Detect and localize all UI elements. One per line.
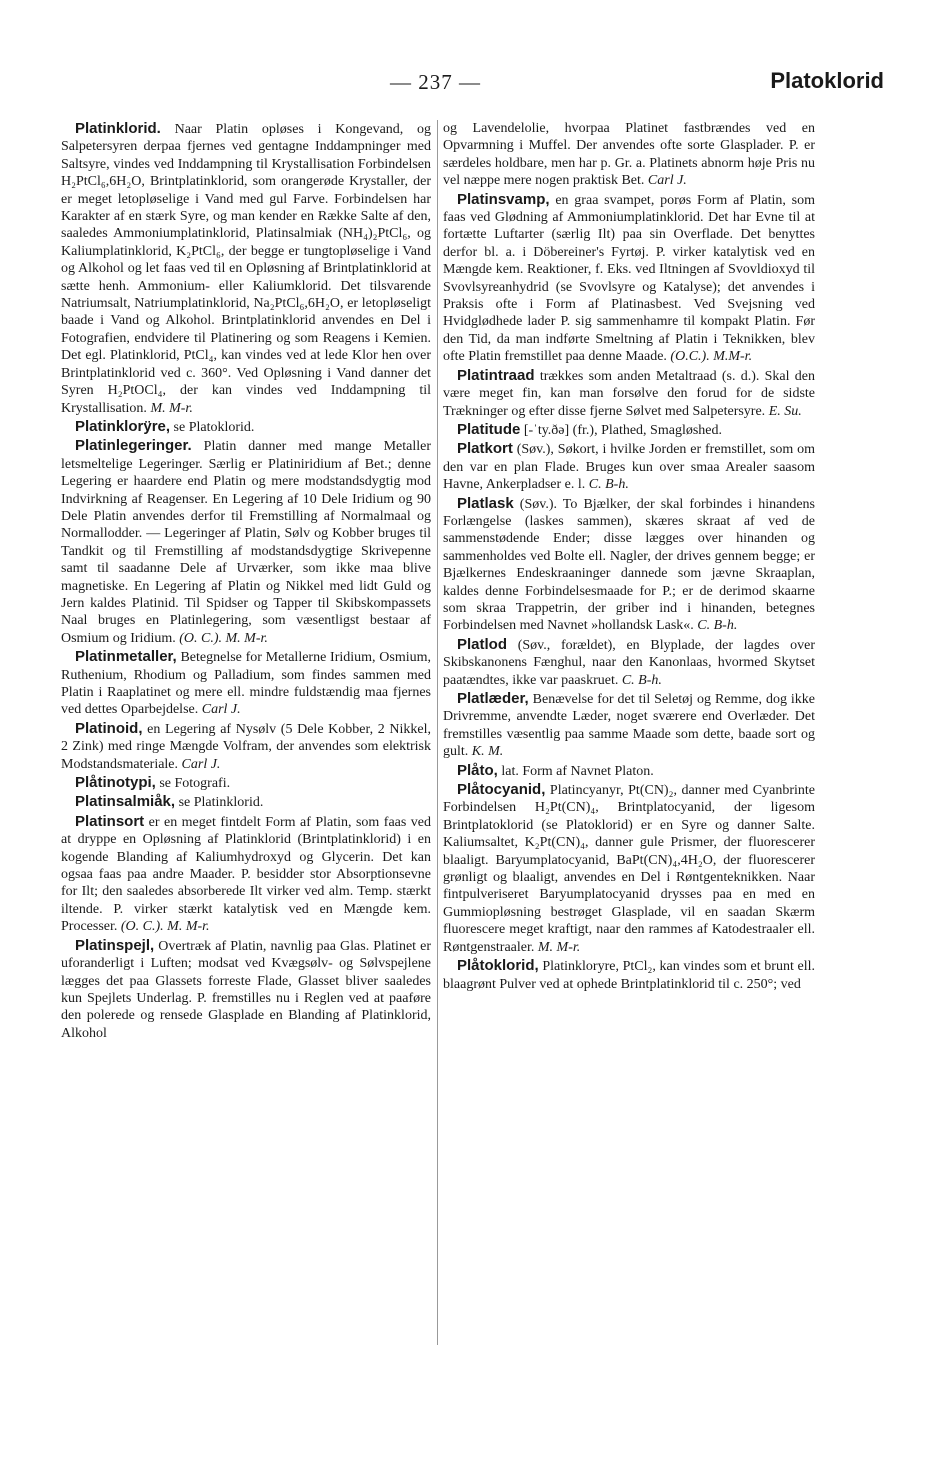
entry-text: Benævelse for det til Seletøj og Remme, dog ikke Drivremme, anvendte Læder, noget sværere end Overlæder. Det fremstilles væsentlig paa samme Maade som dette, baade sort og gult.: [443, 692, 815, 760]
author-signature: C. B-h.: [697, 618, 738, 634]
entry-text: Overtræk af Platin, navnlig paa Glas. Platinet er uforanderligt i Luften; modsat ved Kvægsølv- og Sølvspejlene lægges det paa Glassets forreste Flade, Glasset bliver saaledes kun Spejlets Underlag. P. fremstilles nu i Reglen ved at paaføre den polerede og rensede Glasplade en Blanding af Platinklorid, Alkohol: [61, 938, 431, 1041]
entry-text: Platinkloryre, PtCl₂, kan vindes som et brunt ell. blaagrønt Pulver ved at ophede Brintplatinklorid til c. 250°; ved: [443, 959, 815, 992]
author-signature: M. M-r.: [537, 939, 581, 955]
entry-text: trækkes som anden Metaltraad (s. d.). Skal den være meget fin, kan man forsølve den forud for de sidste Trækninger og efter disse fjerne Sølvet med Salpetersyre.: [443, 368, 815, 419]
author-signature: Carl J.: [181, 756, 221, 772]
entry-headword: Platinklorid.: [75, 120, 161, 137]
dictionary-entry: [443, 781, 815, 956]
author-signature: C. B-h.: [621, 672, 662, 688]
entry-headword: Platinspejl,: [75, 936, 155, 954]
entry-headword: Platlask: [457, 494, 514, 512]
entry-text: er en meget fintdelt Form af Platin, som faas ved at dryppe en Opløsning af Platinklorid (Brintplatinklorid) i en kogende Blanding af Kaliumhydroxyd og Glycerin. Det kan ogsaa faas paa andre Maader. P. besidder stor Absorptionsevne for Ilt; den saaledes absorberede Ilt virker ved alm. Temp. stærkt iltende. P. virker stærkt katalytisk ved en Mængde kem. Processer.: [61, 814, 431, 935]
entry-headword: Platintraad: [457, 366, 535, 384]
entry-headword: Platinlegeringer.: [75, 437, 192, 455]
entry-text: lat. Form af Navnet Platon.: [501, 763, 654, 779]
dictionary-entry: [61, 437, 431, 647]
dictionary-entry: [443, 421, 815, 439]
entry-text: og Lavendelolie, hvorpaa Platinet fastbrændes ved en Opvarmning i Muffel. Der anvendes ofte sorte Glasplader. P. er særdeles holdbare, men har p. Gr. a. Platinets abnorm høje Pris nu vel næppe mere nogen praktisk Bet.: [443, 121, 815, 189]
dictionary-entry: [443, 636, 815, 689]
entry-text: (Søv.). To Bjælker, der skal forbindes i hinandens Forlængelse (laskes sammen), skæres skraat af ved de sammenstødende Ender; disse lægges over hinanden og sammenholdes ved Bolte ell. Nagler, der drives gennem begge; er Bjælkernes Endeskraaninger dannede som jævne Skraaplan, kaldes denne Forbindelsesmaade for P.; er de derimod skaarne som skraa Trappetrin, der griber ind i hinanden, betegnes Forbindelsen med Navnet »hollandsk Lask«.: [443, 496, 815, 634]
dictionary-entry: [61, 813, 431, 936]
entry-text: [-ˈty.ðə] (fr.), Plathed, Smagløshed.: [523, 422, 722, 438]
entry-headword: Platlod: [457, 635, 508, 653]
dictionary-entry: [61, 120, 431, 417]
entry-headword: Plåtoklorid,: [457, 957, 539, 975]
dictionary-entry: [443, 440, 815, 493]
author-signature: K. M.: [471, 744, 504, 760]
dictionary-entry: [61, 418, 431, 436]
author-signature: Carl J.: [647, 173, 687, 189]
dictionary-entry: [61, 720, 431, 773]
entry-headword: Platitude: [457, 420, 521, 438]
author-signature: M. M-r.: [150, 400, 193, 416]
entry-text: se Platinklorid.: [178, 795, 264, 811]
author-signature: C. B-h.: [588, 477, 629, 493]
dictionary-entry: [61, 793, 431, 811]
entry-headword: Platinmetaller,: [75, 648, 177, 666]
author-signature: (O. C.). M. M-r.: [120, 919, 210, 935]
dictionary-entry: [443, 495, 815, 635]
dictionary-entry: [61, 774, 431, 792]
author-signature: Carl J.: [201, 702, 241, 718]
dictionary-entry: [443, 957, 815, 993]
entry-headword: Platinsalmiåk,: [75, 793, 176, 811]
entry-headword: Plåto,: [457, 761, 498, 779]
entry-headword: Platinklorÿre,: [75, 417, 171, 435]
dictionary-entry: [443, 120, 815, 190]
entry-text: se Fotografi.: [159, 776, 231, 792]
column-divider: [437, 120, 438, 1345]
dictionary-entry: [443, 762, 815, 780]
page-header: [60, 64, 884, 98]
entry-headword: Platinoid,: [75, 719, 143, 737]
entry-headword: Platlæder,: [457, 690, 529, 707]
entry-text: se Platoklorid.: [173, 419, 255, 435]
entry-text: (Søv., forældet), en Blyplade, der lagdes over Skibskanonens Fænghul, naar den Kanonlaas, hvormed Skytset paatændtes, ikke var paaskruet.: [443, 637, 815, 688]
right-column: [443, 120, 815, 1350]
entry-headword: Platinsort: [75, 812, 145, 830]
entry-text: (Søv.), Søkort, i hvilke Jorden er fremstillet, som om den var en plan Flade. Bruges kun over smaa Arealer saasom Havne, Ankerpladser e. l.: [443, 442, 815, 493]
entry-headword: Platkort: [457, 440, 513, 458]
author-signature: (O. C.). M. M-r.: [179, 630, 268, 646]
dictionary-entry: [443, 191, 815, 366]
entry-text: Platincyanyr, Pt(CN)₂, danner med Cyanbrinte Forbindelsen H₂Pt(CN)₄, Brintplatocyanid, der ligesom Brintplatoklorid (se Platoklorid) er en Syre og danner Salte. Kaliumsaltet, K₂Pt(CN)₄, danner gule Prismer, der fluorescerer blaaligt. Baryumplatocyanid, BaPt(CN)₄,4H₂O, der fluorescerer grønligt og blaaligt, anvendes en Del i Røntgenteknikken. Naar fintpulveriseret Baryumplatocyanid drysses paa en med en Gummiopløsning bestrøget Glasplade, vil en saadan Skærm fluorescere meget kraftigt, naar den rammes af Katodestraaler ell. Røntgenstraaler.: [443, 783, 815, 955]
author-signature: E. Su.: [768, 403, 802, 419]
entry-headword: Platinsvamp,: [457, 190, 550, 208]
entry-text: Betegnelse for Metallerne Iridium, Osmium, Ruthenium, Rhodium og Palladium, som findes sammen med Platin i Raaplatinet og mere ell. mindre fuldstændig maa fjernes ved dettes Oparbejdelse.: [61, 650, 431, 718]
entry-headword: Plåtocyanid,: [457, 781, 546, 799]
page-number: — 237 —: [390, 70, 481, 94]
dictionary-entry: [61, 937, 431, 1042]
entry-text: Platin danner med mange Metaller letsmeltelige Legeringer. Særlig er Platiniridium af Bet.; denne Legering er haardere end Platin og mere modstandsdygtig mod Indvirkning af Reagenser. En Legering af 10 Dele Iridium og 90 Dele Platin anvendes derfor til Fremstilling af Normalmaal og Normallodder. — Legeringer af Platin, Sølv og Kobber bruges til Tandkit og til Fremstilling af modstandsdygtige Skrivepenne samt til saadanne Dele af Urværker, som ikke maa blive magnetiske. En Legering af Platin og Nikkel med lidt Guld og Jern kaldes Platinid. Til Spidser og Tapper til Skibskompassets Naal bruges en Platinlegering, som væsentligst bestaar af Osmium og Iridium.: [61, 439, 431, 646]
left-column: [61, 120, 431, 1350]
dictionary-entry: [443, 690, 815, 761]
running-head: Platoklorid: [770, 68, 884, 93]
author-signature: (O.C.). M.M-r.: [670, 349, 753, 365]
entry-headword: Plåtinotypi,: [75, 774, 156, 792]
dictionary-entry: [61, 648, 431, 719]
entry-text: Naar Platin opløses i Kongevand, og Salpetersyren derpaa fjernes ved gentagne Inddampninger med Saltsyre, vindes ved Inddampning til Krystallisation Forbindelsen H₂PtCl₆,6H₂O, Brintplatinklorid, som orangerøde Krystaller, der er meget letopløselige i Vand med gul Farve. Forbindelsen har Karakter af en stærk Syre, og man kender en Række Salte af den, saaledes Ammoniumplatinklorid, Platinsalmiak (NH₄)₂PtCl₆, og Kaliumplatinklorid, K₂PtCl₆, der begge er tungtopløselige i Vand og Alkohol og let faas ved til en Opløsning af Brintplatinklorid at sætte henh. Ammonium- eller Kaliumklorid. Det tilsvarende Natriumsalt, Natriumplatinklorid, Na₂PtCl₆,6H₂O, er letopløseligt baade i Vand og Alkohol. Brintplatinklorid anvendes en Del i Fotografien, endvidere til Platinering og som Reagens i Kemien. Det egl. Platinklorid, PtCl₄, kan vindes ved at lede Klor hen over Brintplatinklorid ved c. 360°. Ved Opløsning i Vand danner det Syren H₂PtOCl₄, der kan vindes ved Inddampning til Krystallisation.: [61, 122, 431, 416]
entry-text: en graa svampet, porøs Form af Platin, som faas ved Glødning af Ammoniumplatinklorid. Det har Evne til at fortætte Luftarter (særlig Ilt) paa sin Overflade. Det benyttes derfor bl. a. i Döbereiner's Fyrtøj. P. virker katalytisk ved en Mængde kem. Reaktioner, f. Eks. ved Iltningen af Svovldioxyd til Svovlsyreanhydrid (se Svovlsyre og Katalyse); det anvendes i Praksis ofte i Form af Platinasbest. Ved Svejsning ved Hvidglødhede lader P. sig sammenhamre til kompakt Platin. Før den Tid, da man indførte Smeltning af Platin i Teknikken, blev ofte Platin fremstillet paa denne Maade.: [443, 192, 815, 365]
dictionary-entry: [443, 367, 815, 420]
entry-text: en Legering af Nysølv (5 Dele Kobber, 2 Nikkel, 2 Zink) med ringe Mængde Volfram, der anvendes som elektrisk Modstandsmateriale.: [61, 721, 431, 772]
